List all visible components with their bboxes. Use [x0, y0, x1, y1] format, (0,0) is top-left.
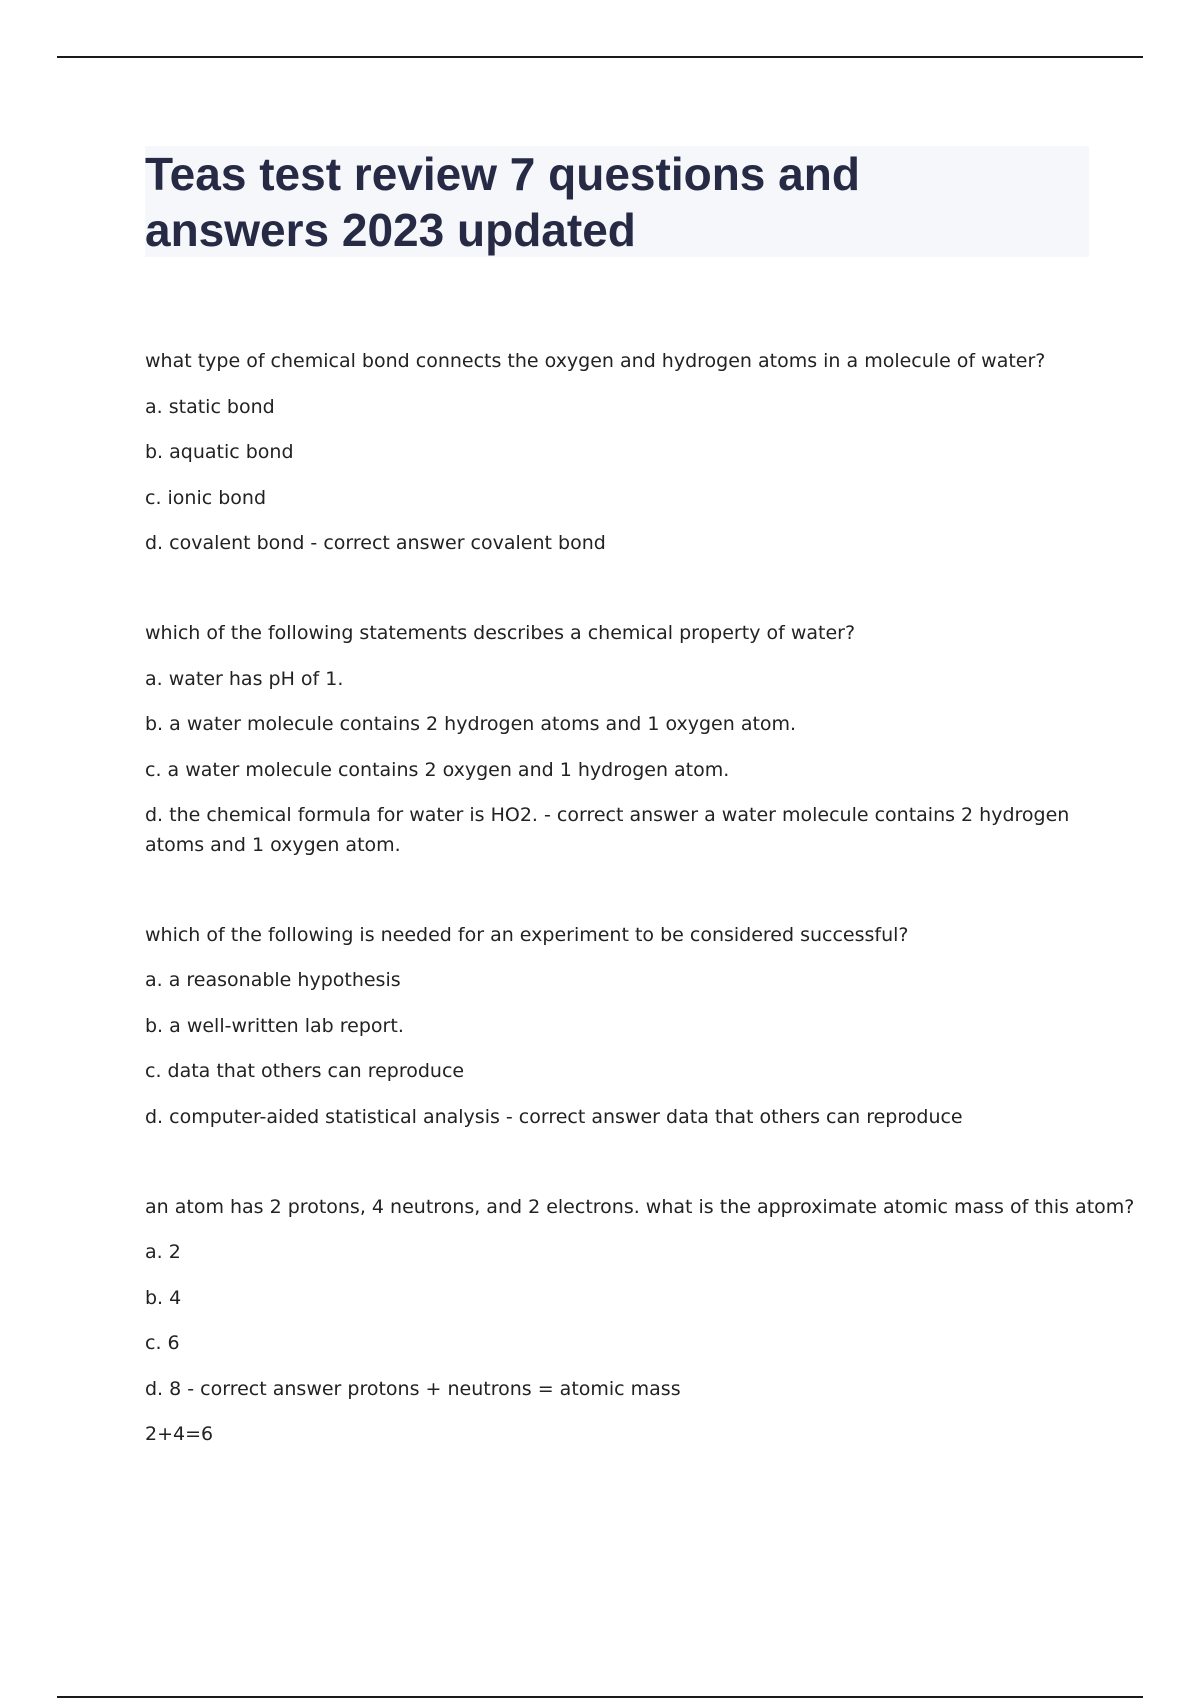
question-3-option-d: d. computer-aided statistical analysis - correct answer data that others can reproduce: [145, 1106, 963, 1128]
question-3-option-a: a. a reasonable hypothesis: [145, 969, 401, 991]
question-3-option-c: c. data that others can reproduce: [145, 1060, 465, 1082]
question-2-option-d: d. the chemical formula for water is HO2. - correct answer a water molecule contains 2 hydrogen atoms and 1 oxygen atom.: [145, 804, 1070, 856]
question-3-option-b: b. a well-written lab report.: [145, 1015, 404, 1037]
question-1-option-b: b. aquatic bond: [145, 441, 294, 463]
question-2-text: which of the following statements describes a chemical property of water?: [145, 622, 856, 644]
question-4-calculation: 2+4=6: [145, 1423, 214, 1445]
question-4-option-a: a. 2: [145, 1241, 181, 1263]
bottom-rule: [57, 1696, 1143, 1698]
question-1-text: what type of chemical bond connects the oxygen and hydrogen atoms in a molecule of water?: [145, 350, 1046, 372]
question-2-option-c: c. a water molecule contains 2 oxygen and 1 hydrogen atom.: [145, 759, 730, 781]
top-rule: [57, 56, 1143, 58]
question-2-option-a: a. water has pH of 1.: [145, 668, 344, 690]
question-1-option-a: a. static bond: [145, 396, 275, 418]
question-2-option-b: b. a water molecule contains 2 hydrogen atoms and 1 oxygen atom.: [145, 713, 797, 735]
document-title: Teas test review 7 questions and answers 2023 updated: [145, 148, 860, 256]
question-1-option-d: d. covalent bond - correct answer covalent bond: [145, 532, 606, 554]
question-4-text: an atom has 2 protons, 4 neutrons, and 2 electrons. what is the approximate atomic mass of this atom?: [145, 1196, 1135, 1218]
question-4-option-d: d. 8 - correct answer protons + neutrons = atomic mass: [145, 1378, 681, 1400]
question-3-text: which of the following is needed for an experiment to be considered successful?: [145, 924, 909, 946]
question-4-option-c: c. 6: [145, 1332, 180, 1354]
question-4-option-b: b. 4: [145, 1287, 182, 1309]
question-1-option-c: c. ionic bond: [145, 487, 267, 509]
